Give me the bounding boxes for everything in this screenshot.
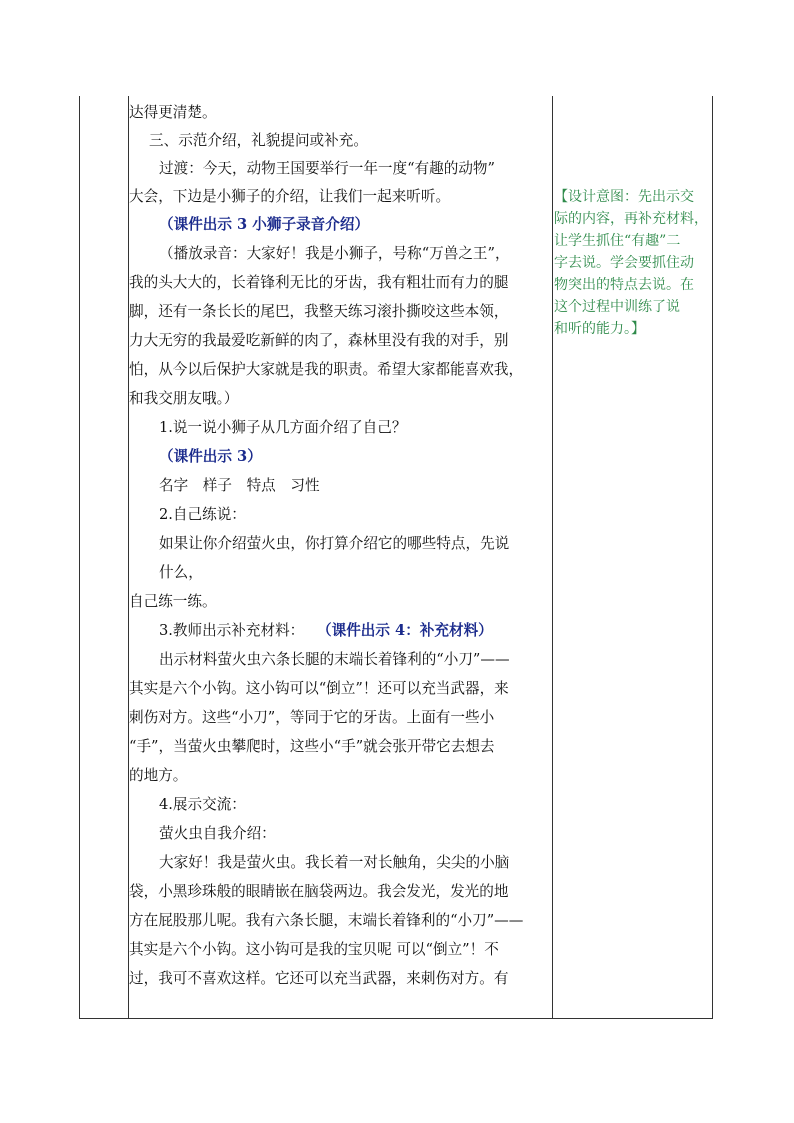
text-line: 自己练一练。: [129, 593, 217, 610]
text-line: 过，我可不喜欢这样。它还可以充当武器，来刺伤对方。有: [129, 970, 509, 987]
courseware-note: （课件出示 3）: [159, 448, 262, 465]
note-line: 【设计意图：先出示交: [554, 189, 694, 205]
text-line: 出示材料萤火虫六条长腿的末端长着锋利的“小刀”——: [159, 651, 510, 668]
text-line: 大会，下边是小狮子的介绍，让我们一起来听听。: [129, 188, 451, 205]
courseware-note: （课件出示 3 小狮子录音介绍）: [159, 216, 370, 233]
note-line: 物突出的特点去说。在: [554, 277, 694, 293]
table-border-bottom: [79, 1018, 713, 1019]
text-line: 力大无穷的我最爱吃新鲜的肉了，森林里没有我的对手，别: [129, 332, 509, 349]
text-line: 萤火虫自我介绍：: [159, 825, 276, 842]
text-line: 什么，: [159, 564, 203, 581]
text-line: 袋，小黑珍珠般的眼睛嵌在脑袋两边。我会发光，发光的地: [129, 883, 509, 900]
note-line: 让学生抓住“有趣”二: [554, 233, 681, 249]
text-line: 怕，从今以后保护大家就是我的职责。希望大家都能喜欢我，: [129, 361, 524, 378]
text-line: 如果让你介绍萤火虫，你打算介绍它的哪些特点，先说: [159, 535, 510, 552]
section-heading: 三、示范介绍，礼貌提问或补充。: [149, 132, 368, 149]
table-border-col2: [552, 96, 553, 1019]
text-line: 方在屁股那儿呢。我有六条长腿，末端长着锋利的“小刀”——: [129, 912, 524, 929]
table-border-right: [712, 96, 713, 1019]
text-line: 脚，还有一条长长的尾巴，我整天练习滚扑撕咬这些本领，: [129, 303, 509, 320]
text-line: 2.自己练说：: [159, 506, 246, 523]
text-line: 的地方。: [129, 767, 188, 784]
text-line: （播放录音：大家好！我是小狮子，号称“万兽之王”，: [159, 245, 510, 262]
note-line: 字去说。学会要抓住动: [554, 255, 694, 271]
note-line: 和听的能力。】: [554, 321, 645, 337]
text-line: “手”，当萤火虫攀爬时，这些小“手”就会张开带它去想去: [129, 738, 495, 755]
text-line: 和我交朋友哦。）: [129, 390, 239, 407]
note-line: 际的内容，再补充材料，: [554, 211, 708, 227]
table-border-left: [79, 96, 80, 1019]
text-line: 其实是六个小钩。这小钩可是我的宝贝呢 可以“倒立”！不: [129, 941, 499, 958]
note-line: 这个过程中训练了说: [554, 299, 680, 315]
text-line: 我的头大大的，长着锋利无比的牙齿，我有粗壮而有力的腿: [129, 274, 509, 291]
text-line: 1.说一说小狮子从几方面介绍了自己？: [159, 419, 407, 436]
text-line: 大家好！我是萤火虫。我长着一对长触角，尖尖的小脑: [159, 854, 510, 871]
text-line: 刺伤对方。这些“小刀”，等同于它的牙齿。上面有一些小: [129, 709, 495, 726]
courseware-note: （课件出示 4：补充材料）: [317, 622, 493, 639]
text-line: 其实是六个小钩。这小钩可以“倒立”！还可以充当武器，来: [129, 680, 509, 697]
text-line: 过渡：今天，动物王国要举行一年一度“有趣的动物”: [159, 160, 495, 177]
text-line: 4.展示交流：: [159, 796, 246, 813]
text-line: 名字 样子 特点 习性: [159, 477, 320, 494]
text-line: 3.教师出示补充材料：: [159, 622, 305, 639]
text-line: 达得更清楚。: [129, 104, 217, 121]
